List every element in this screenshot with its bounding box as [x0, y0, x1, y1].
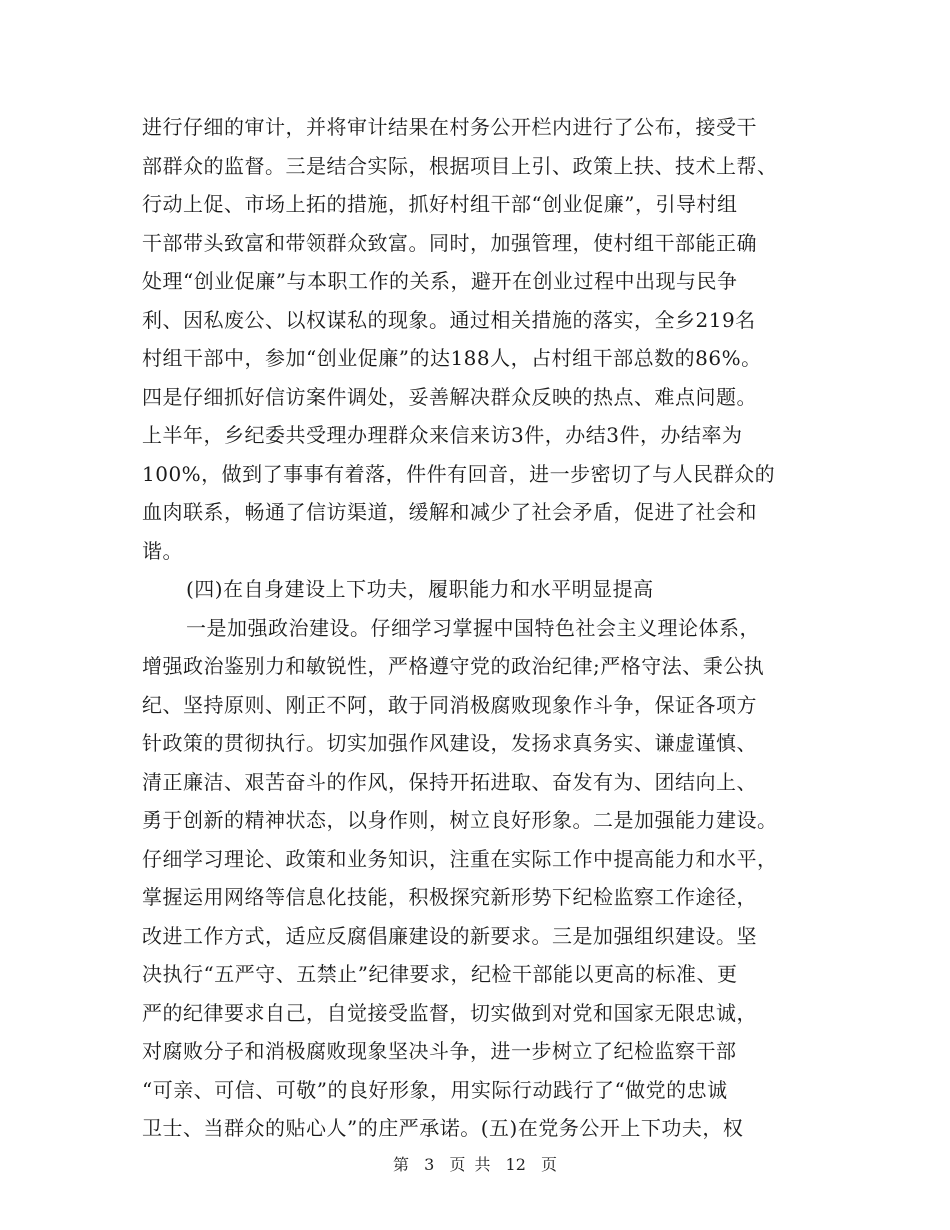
text-line: 严的纪律要求自己，自觉接受监督，切实做到对党和国家无限忠诚， — [142, 1000, 757, 1025]
text-line: 进行仔细的审计，并将审计结果在村务公开栏内进行了公布，接受干 — [142, 115, 757, 139]
body-text — [142, 108, 822, 1148]
text-line: 谐。 — [142, 538, 183, 563]
text-line: 行动上促、市场上拓的措施，抓好村组干部“创业促廉”，引导村组 — [142, 192, 738, 216]
text-line: 利、因私废公、以权谋私的现象。通过相关措施的落实，全乡219名 — [142, 307, 756, 332]
text-line: 勇于创新的精神状态，以身作则，树立良好形象。二是加强能力建设。 — [142, 808, 778, 832]
text-line: 上半年，乡纪委共受理办理群众来信来访3件，办结3件，办结率为 — [142, 423, 743, 447]
text-line: 100%，做到了事事有着落，件件有回音，进一步密切了与人民群众的 — [142, 461, 776, 486]
text-line: 一是加强政治建设。仔细学习掌握中国特色社会主义理论体系， — [186, 615, 760, 640]
text-line: 卫士、当群众的贴心人”的庄严承诺。(五)在党务公开上下功夫，权 — [142, 1116, 744, 1140]
text-line: 仔细学习理论、政策和业务知识，注重在实际工作中提高能力和水平， — [142, 846, 778, 871]
text-line: 决执行“五严守、五禁止”纪律要求，纪检干部能以更高的标准、更 — [142, 962, 738, 986]
text-line: 改进工作方式，适应反腐倡廉建设的新要求。三是加强组织建设。坚 — [142, 923, 757, 948]
text-line: 纪、坚持原则、刚正不阿，敢于同消极腐败现象作斗争，保证各项方 — [142, 692, 757, 717]
text-line: 对腐败分子和消极腐败现象坚决斗争，进一步树立了纪检监察干部 — [142, 1039, 737, 1063]
total-pages: 12 — [505, 1155, 526, 1174]
text-line: 干部带头致富和带领群众致富。同时，加强管理，使村组干部能正确 — [142, 230, 757, 255]
text-line: 部群众的监督。三是结合实际，根据项目上引、政策上扶、技术上帮、 — [142, 153, 778, 178]
footer-mid: 页 共 — [449, 1155, 491, 1174]
text-line: 四是仔细抓好信访案件调处，妥善解决群众反映的热点、难点问题。 — [142, 384, 757, 409]
page-footer — [0, 1152, 950, 1175]
text-line: 清正廉洁、艰苦奋斗的作风，保持开拓进取、奋发有为、团结向上、 — [142, 769, 757, 794]
footer-suffix: 页 — [541, 1155, 558, 1174]
section-heading: (四)在自身建设上下功夫，履职能力和水平明显提高 — [186, 577, 654, 601]
text-line: 针政策的贯彻执行。切实加强作风建设，发扬求真务实、谦虚谨慎、 — [142, 731, 757, 755]
text-line: 掌握运用网络等信息化技能，积极探究新形势下纪检监察工作途径， — [142, 885, 757, 909]
text-line: 增强政治鉴别力和敏锐性，严格遵守党的政治纪律;严格守法、秉公执 — [142, 654, 765, 678]
text-line: 血肉联系，畅通了信访渠道，缓解和减少了社会矛盾，促进了社会和 — [142, 500, 757, 524]
footer-prefix: 第 — [392, 1155, 409, 1174]
page-number: 3 — [424, 1155, 435, 1174]
text-line: 处理“创业促廉”与本职工作的关系，避开在创业过程中出现与民争 — [142, 269, 738, 293]
text-line: 村组干部中，参加“创业促廉”的达188人，占村组干部总数的86%。 — [142, 346, 762, 370]
text-line: “可亲、可信、可敬”的良好形象，用实际行动践行了“做党的忠诚 — [142, 1077, 728, 1102]
